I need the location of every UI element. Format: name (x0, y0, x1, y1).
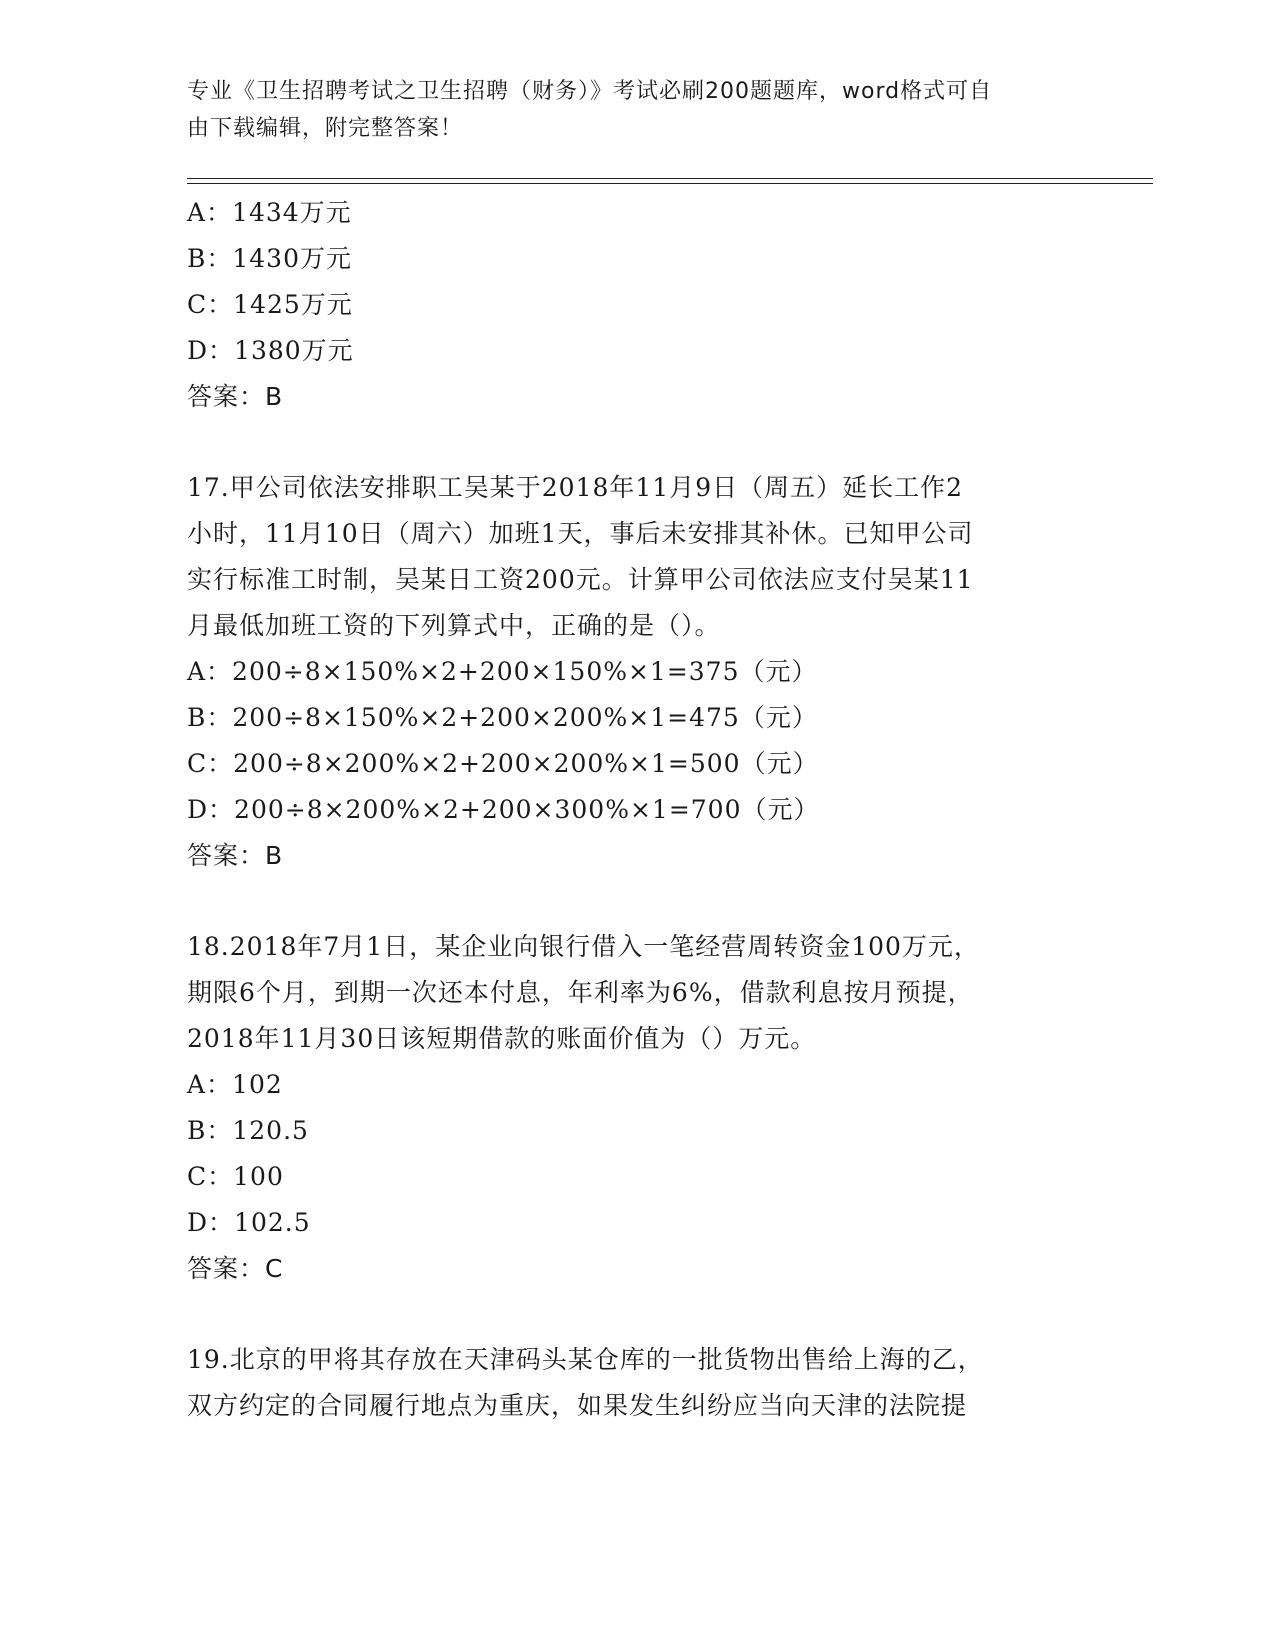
question-text-line: 17.甲公司依法安排职工吴某于2018年11月9日（周五）延长工作2 (187, 473, 964, 502)
spacer (187, 1292, 1087, 1337)
answer: 答案：B (187, 841, 284, 870)
question-19 (187, 1337, 1087, 1429)
option-b: B：120.5 (187, 1116, 309, 1145)
header-line-2: 由下载编辑，附完整答案！ (187, 116, 464, 141)
spacer (187, 879, 1087, 924)
answer: 答案：C (187, 1254, 284, 1283)
header-divider-bottom (187, 183, 1153, 184)
option-c: C：1425万元 (187, 290, 353, 319)
document-body (187, 190, 1087, 1429)
option-c: C：200÷8×200%×2+200×200%×1=500（元） (187, 749, 819, 778)
header-line-1: 专业《卫生招聘考试之卫生招聘（财务）》考试必刷200题题库，word格式可自 (187, 79, 993, 104)
question-17 (187, 465, 1087, 879)
header-divider-top (187, 178, 1153, 179)
document-header (187, 73, 1087, 147)
option-a: A：200÷8×150%×2+200×150%×1=375（元） (187, 657, 818, 686)
question-text-line: 2018年11月30日该短期借款的账面价值为（）万元。 (187, 1024, 817, 1053)
spacer (187, 420, 1087, 465)
option-a: A：1434万元 (187, 198, 352, 227)
question-18 (187, 924, 1087, 1292)
option-b: B：200÷8×150%×2+200×200%×1=475（元） (187, 703, 818, 732)
question-text-line: 月最低加班工资的下列算式中，正确的是（）。 (187, 611, 721, 640)
question-text-line: 18.2018年7月1日，某企业向银行借入一笔经营周转资金100万元， (187, 932, 980, 961)
question-16 (187, 190, 1087, 420)
option-b: B：1430万元 (187, 244, 352, 273)
question-text-line: 小时，11月10日（周六）加班1天，事后未安排其补休。已知甲公司 (187, 519, 974, 548)
option-a: A：102 (187, 1070, 283, 1099)
question-text-line: 期限6个月，到期一次还本付息，年利率为6%，借款利息按月预提， (187, 978, 974, 1007)
option-d: D：200÷8×200%×2+200×300%×1=700（元） (187, 795, 820, 824)
question-text-line: 双方约定的合同履行地点为重庆，如果发生纠纷应当向天津的法院提 (187, 1391, 968, 1420)
question-text-line: 19.北京的甲将其存放在天津码头某仓库的一批货物出售给上海的乙， (187, 1345, 984, 1374)
option-d: D：102.5 (187, 1208, 311, 1237)
option-c: C：100 (187, 1162, 284, 1191)
option-d: D：1380万元 (187, 336, 354, 365)
question-text-line: 实行标准工时制，吴某日工资200元。计算甲公司依法应支付吴某11 (187, 565, 974, 594)
answer: 答案：B (187, 382, 284, 411)
